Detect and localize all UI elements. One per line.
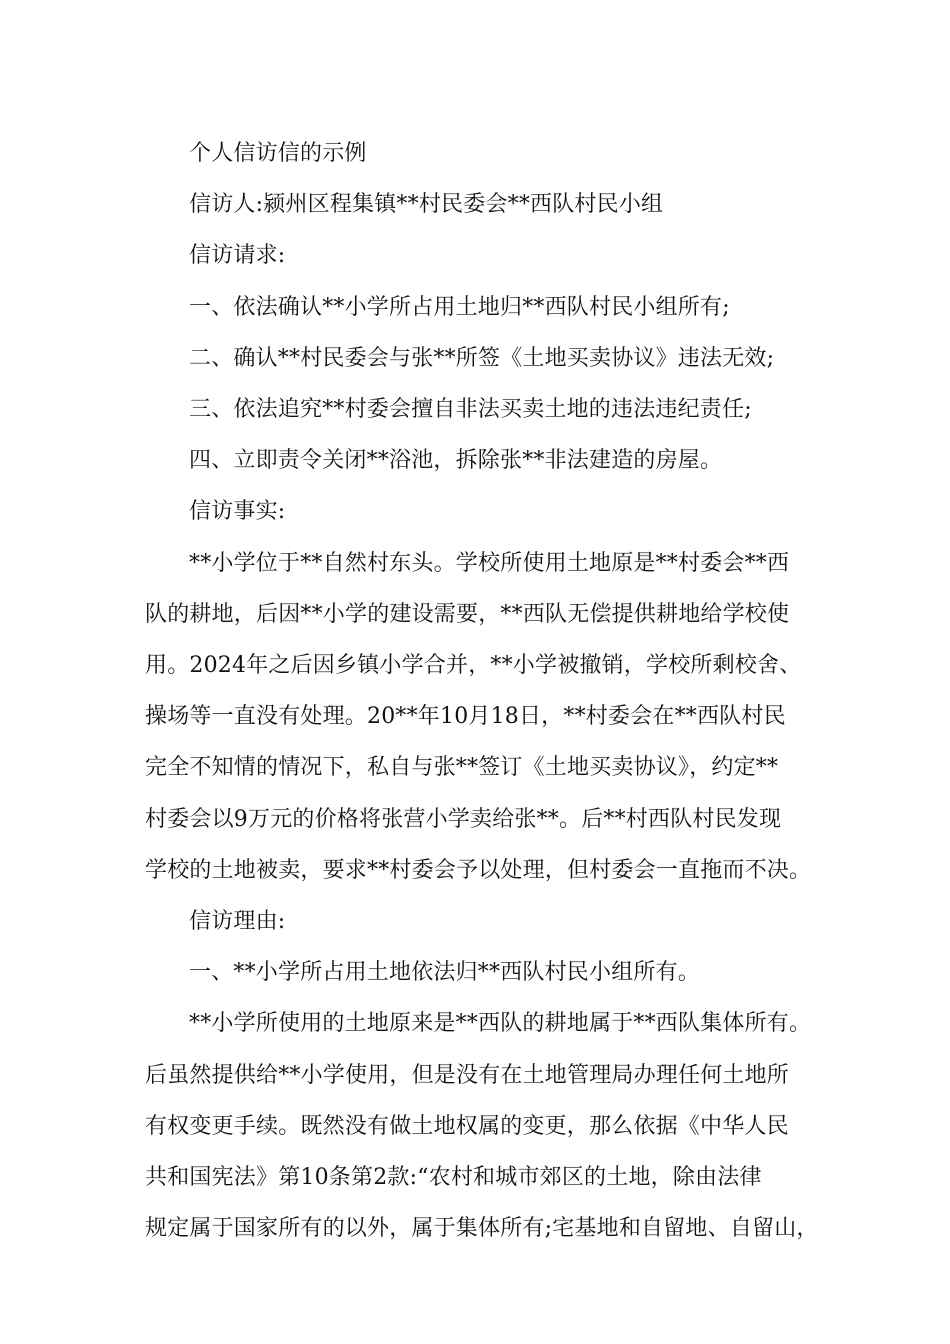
request-item: 二、确认**村民委会与张**所签《土地买卖协议》违法无效;: [189, 345, 775, 371]
reason-paragraph-line: **小学所使用的土地原来是**西队的耕地属于**西队集体所有。: [189, 1011, 812, 1037]
facts-paragraph-line: 队的耕地，后因**小学的建设需要，**西队无偿提供耕地给学校使: [145, 601, 790, 627]
request-item: 一、依法确认**小学所占用土地归**西队村民小组所有;: [189, 294, 730, 320]
reason-paragraph-line: 后虽然提供给**小学使用，但是没有在土地管理局办理任何土地所: [145, 1062, 790, 1088]
reason-paragraph-line: 规定属于国家所有的以外，属于集体所有;宅基地和自留地、自留山，: [145, 1216, 819, 1242]
facts-paragraph-line: 完全不知情的情况下，私自与张**签订《土地买卖协议》，约定**: [145, 755, 779, 781]
reason-paragraph-line: 有权变更手续。既然没有做土地权属的变更，那么依据《中华人民: [145, 1113, 789, 1139]
reasons-heading: 信访理由:: [189, 909, 286, 935]
request-item: 四、立即责令关闭**浴池，拆除张**非法建造的房屋。: [189, 448, 723, 474]
facts-paragraph-line: 操场等一直没有处理。20**年10月18日，**村委会在**西队村民: [145, 704, 786, 730]
facts-paragraph-line: 学校的土地被卖，要求**村委会予以处理，但村委会一直拖而不决。: [145, 857, 812, 883]
reason-item: 一、**小学所占用土地依法归**西队村民小组所有。: [189, 960, 701, 986]
facts-paragraph-line: 用。2024年之后因乡镇小学合并，**小学被撤销，学校所剩校舍、: [145, 653, 802, 679]
reason-paragraph-line: 共和国宪法》第10条第2款:“农村和城市郊区的土地，除由法律: [145, 1165, 762, 1191]
requests-heading: 信访请求:: [189, 243, 286, 269]
facts-paragraph-line: **小学位于**自然村东头。学校所使用土地原是**村委会**西: [189, 550, 790, 576]
request-item: 三、依法追究**村委会擅自非法买卖土地的违法违纪责任;: [189, 397, 752, 423]
facts-heading: 信访事实:: [189, 499, 286, 525]
document-title: 个人信访信的示例: [189, 141, 367, 166]
document-body: [145, 128, 830, 1254]
petitioner-line: 信访人:颍州区程集镇**村民委会**西队村民小组: [189, 192, 664, 218]
facts-paragraph-line: 村委会以9万元的价格将张营小学卖给张**。后**村西队村民发现: [145, 806, 782, 832]
